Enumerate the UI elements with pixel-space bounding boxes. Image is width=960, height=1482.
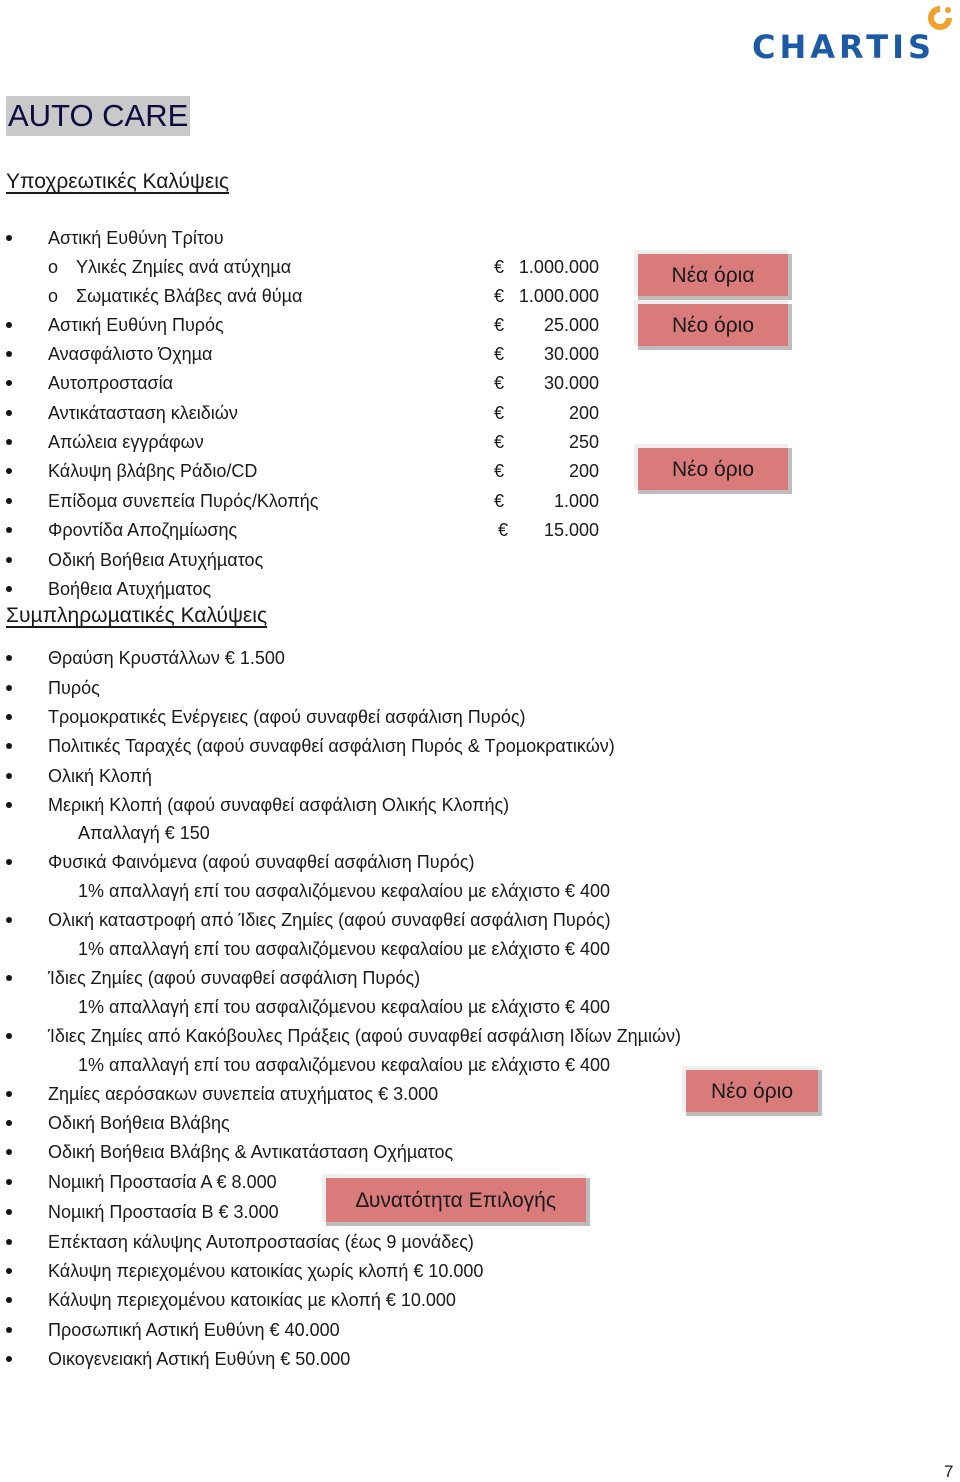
deductible-note: 1% απαλλαγή επί του ασφαλιζόµενου κεφαλαίου µε ελάχιστο € 400	[78, 939, 610, 959]
coverage-label: Μερική Κλοπή (αφού συναφθεί ασφάλιση Ολικής Κλοπής)	[48, 795, 510, 815]
coverage-label: Φροντίδα Αποζηµίωσης	[48, 520, 238, 540]
tag-new-limits: Νέα όρια	[634, 250, 788, 296]
bullet-icon	[6, 1297, 12, 1303]
coverage-label: Ανασφάλιστο Όχηµα	[48, 344, 213, 364]
bullet-icon	[6, 859, 12, 865]
coverage-label: Αστική Ευθύνη Πυρός	[48, 315, 224, 335]
coverage-label: Προσωπική Αστική Ευθύνη € 40.000	[48, 1320, 340, 1340]
bullet-icon	[6, 802, 12, 808]
bullet-icon	[6, 1239, 12, 1245]
section-heading-mandatory: Υποχρεωτικές Καλύψεις	[6, 170, 230, 193]
coverage-label: Κάλυψη περιεχοµένου κατοικίας χωρίς κλοπή € 10.000	[48, 1261, 484, 1281]
coverage-amount: 25.000	[543, 315, 599, 335]
coverage-label: Κάλυψη περιεχοµένου κατοικίας µε κλοπή € 10.000	[48, 1290, 456, 1310]
euro-icon: €	[494, 432, 505, 452]
coverage-amount: 30.000	[543, 373, 599, 393]
bullet-icon	[6, 1120, 12, 1126]
bullet-icon	[6, 743, 12, 749]
coverage-label: Αντικάτασταση κλειδιών	[48, 403, 238, 423]
bullet-icon	[6, 586, 12, 592]
coverage-amount: 1.000.000	[518, 257, 599, 277]
coverage-label: Πυρός	[48, 678, 100, 698]
coverage-label: Οικογενειακή Αστική Ευθύνη € 50.000	[48, 1349, 351, 1369]
bullet-icon	[6, 1033, 12, 1039]
euro-icon: €	[494, 373, 505, 393]
coverage-label: Φυσικά Φαινόµενα (αφού συναφθεί ασφάλιση Πυρός)	[48, 852, 475, 872]
sub-bullet-icon: o	[48, 257, 59, 277]
euro-icon: €	[494, 315, 505, 335]
coverage-label: Ολική Κλοπή	[48, 766, 152, 786]
tag-option: ∆υνατότητα Επιλογής	[322, 1174, 586, 1222]
bullet-icon	[6, 773, 12, 779]
coverage-label: Βοήθεια Ατυχήµατος	[48, 579, 212, 599]
coverage-label: Ίδιες Ζηµίες από Κακόβουλες Πράξεις (αφού συναφθεί ασφάλιση Ιδίων Ζηµιών)	[48, 1026, 682, 1046]
coverage-amount: 250	[568, 432, 599, 452]
bullet-icon	[6, 917, 12, 923]
coverage-label: Νοµική Προστασία Α € 8.000	[48, 1172, 277, 1192]
coverage-label: Απώλεια εγγράφων	[48, 432, 204, 452]
deductible-note: 1% απαλλαγή επί του ασφαλιζόµενου κεφαλαίου µε ελάχιστο € 400	[78, 997, 610, 1017]
bullet-icon	[6, 1327, 12, 1333]
bullet-icon	[6, 557, 12, 563]
tag-new-limit: Νέο όριο	[634, 300, 788, 346]
bullet-icon	[6, 380, 12, 386]
bullet-icon	[6, 1149, 12, 1155]
euro-icon: €	[498, 520, 509, 540]
bullet-icon	[6, 1091, 12, 1097]
bullet-icon	[6, 1209, 12, 1215]
euro-icon: €	[494, 257, 505, 277]
bullet-icon	[6, 975, 12, 981]
bullet-icon	[6, 410, 12, 416]
bullet-icon	[6, 714, 12, 720]
coverage-amount: 1.000.000	[518, 286, 599, 306]
coverage-label: Υλικές Ζηµίες ανά ατύχηµα	[76, 257, 292, 277]
coverage-label: Νοµική Προστασία Β € 3.000	[48, 1202, 279, 1222]
coverage-amount: 1.000	[553, 491, 599, 511]
euro-icon: €	[494, 286, 505, 306]
tag-new-limit: Νέο όριο	[682, 1066, 818, 1112]
coverage-label: Ζηµίες αερόσακων συνεπεία ατυχήµατος € 3.000	[48, 1084, 439, 1104]
logo-text: CHARTIS	[752, 28, 936, 66]
sub-bullet-icon: o	[48, 286, 59, 306]
deductible-note: 1% απαλλαγή επί του ασφαλιζόµενου κεφαλαίου µε ελάχιστο € 400	[78, 1055, 610, 1075]
coverage-label: Τροµοκρατικές Ενέργειες (αφού συναφθεί ασφάλιση Πυρός)	[48, 707, 526, 727]
coverage-amount: 200	[568, 461, 599, 481]
bullet-icon	[6, 1179, 12, 1185]
coverage-label: Οδική Βοήθεια Βλάβης	[48, 1113, 230, 1133]
coverage-label: Ολική καταστροφή από Ίδιες Ζηµίες (αφού συναφθεί ασφάλιση Πυρός)	[48, 910, 611, 930]
euro-icon: €	[494, 491, 505, 511]
euro-icon: €	[494, 344, 505, 364]
coverage-amount: 15.000	[543, 520, 599, 540]
bullet-icon	[6, 685, 12, 691]
coverage-label: Κάλυψη βλάβης Ράδιο/CD	[48, 461, 258, 481]
coverage-label: Αυτοπροστασία	[48, 373, 174, 393]
bullet-icon	[6, 498, 12, 504]
chartis-logo	[744, 2, 958, 68]
coverage-label: Επέκταση κάλυψης Αυτοπροστασίας (έως 9 µονάδες)	[48, 1232, 474, 1252]
page-title: AUTO CARE	[6, 96, 190, 136]
bullet-icon	[6, 468, 12, 474]
coverage-label: Ίδιες Ζηµίες (αφού συναφθεί ασφάλιση Πυρός)	[48, 968, 421, 988]
coverage-label: Πολιτικές Ταραχές (αφού συναφθεί ασφάλιση Πυρός & Τροµοκρατικών)	[48, 736, 615, 756]
bullet-icon	[6, 527, 12, 533]
coverage-label: Οδική Βοήθεια Βλάβης & Αντικατάσταση Οχήµατος	[48, 1142, 454, 1162]
coverage-label: Οδική Βοήθεια Ατυχήµατος	[48, 550, 264, 570]
deductible-note: 1% απαλλαγή επί του ασφαλιζόµενου κεφαλαίου µε ελάχιστο € 400	[78, 881, 610, 901]
bullet-icon	[6, 1356, 12, 1362]
coverage-label: Θραύση Κρυστάλλων € 1.500	[48, 648, 285, 668]
bullet-icon	[6, 235, 12, 241]
coverage-amount: 30.000	[543, 344, 599, 364]
euro-icon: €	[494, 461, 505, 481]
tag-new-limit: Νέο όριο	[634, 444, 788, 490]
bullet-icon	[6, 655, 12, 661]
euro-icon: €	[494, 403, 505, 423]
coverage-amount: 200	[568, 403, 599, 423]
bullet-icon	[6, 351, 12, 357]
bullet-icon	[6, 322, 12, 328]
bullet-icon	[6, 439, 12, 445]
deductible-note: Απαλλαγή € 150	[78, 823, 210, 843]
section-heading-supplementary: Συµπληρωµατικές Καλύψεις	[6, 604, 268, 627]
coverage-label: Σωµατικές Βλάβες ανά θύµα	[76, 286, 303, 306]
coverage-label: Αστική Ευθύνη Τρίτου	[48, 228, 224, 248]
page-number: 7	[944, 1462, 954, 1481]
bullet-icon	[6, 1268, 12, 1274]
coverage-label: Επίδοµα συνεπεία Πυρός/Κλοπής	[48, 491, 319, 511]
